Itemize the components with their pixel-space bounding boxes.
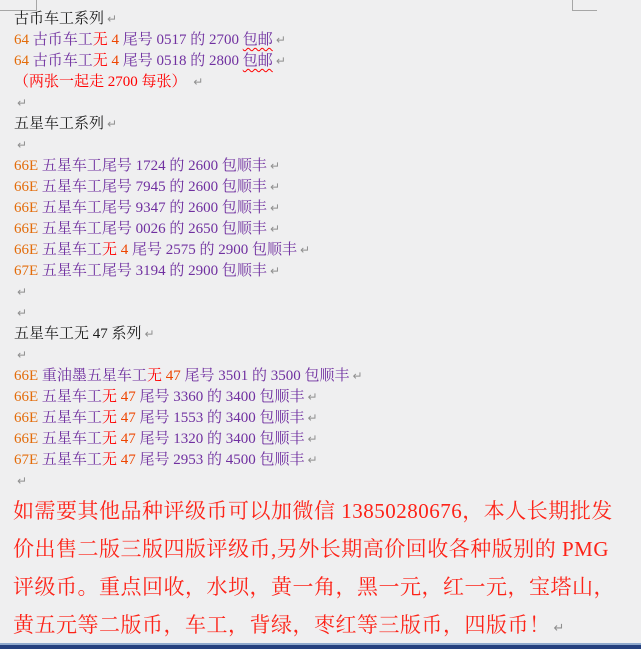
text-segment: 无 bbox=[146, 368, 166, 384]
pilcrow-mark: ↵ bbox=[193, 75, 204, 89]
text-segment: 古币车工系列 bbox=[14, 11, 105, 27]
text-segment: 五星车工 bbox=[41, 242, 102, 258]
window-bottom-edge bbox=[0, 643, 641, 649]
text-segment: 66E bbox=[14, 242, 42, 258]
text-segment: 无 bbox=[101, 431, 121, 447]
text-segment: （两张一起走 2700 每张） bbox=[14, 74, 191, 90]
pilcrow-mark: ↵ bbox=[269, 222, 280, 236]
pilcrow-mark: ↵ bbox=[17, 285, 28, 299]
promo-line: 如需要其他品种评级币可以加微信 13850280676，本人长期批发 bbox=[13, 499, 613, 523]
text-segment: 47 bbox=[120, 410, 140, 426]
listing-line bbox=[14, 72, 641, 93]
blank-line bbox=[14, 135, 641, 156]
pilcrow-mark: ↵ bbox=[299, 243, 311, 257]
pilcrow-mark: ↵ bbox=[17, 474, 28, 488]
pilcrow-mark: ↵ bbox=[307, 453, 318, 467]
text-segment: 五星车工尾号 3194 的 2900 包顺丰 bbox=[41, 263, 267, 279]
pilcrow-mark: ↵ bbox=[107, 12, 118, 26]
listing-line bbox=[14, 240, 641, 261]
blank-line bbox=[14, 93, 641, 114]
promo-line: 评级币。重点回收，水坝，黄一角，黑一元，红一元，宝塔山， bbox=[13, 575, 615, 599]
text-segment: 4 bbox=[111, 53, 123, 69]
listing-line bbox=[14, 387, 641, 408]
pilcrow-mark: ↵ bbox=[275, 33, 286, 47]
listing-line bbox=[14, 261, 641, 282]
pilcrow-mark: ↵ bbox=[17, 348, 28, 362]
pilcrow-mark: ↵ bbox=[275, 54, 286, 68]
text-segment: 尾号 1320 的 3400 包顺丰 bbox=[139, 431, 305, 447]
text-segment: 古币车工 bbox=[32, 32, 93, 48]
pilcrow-mark: ↵ bbox=[352, 369, 363, 383]
text-segment: 尾号 3360 的 3400 包顺丰 bbox=[139, 389, 305, 405]
text-segment: 无 bbox=[101, 452, 121, 468]
pilcrow-mark: ↵ bbox=[17, 138, 28, 152]
listing-line bbox=[14, 366, 641, 387]
text-segment: 包邮 bbox=[242, 32, 273, 48]
text-segment: 66E bbox=[14, 221, 42, 237]
text-segment: 五星车工尾号 0026 的 2650 包顺丰 bbox=[41, 221, 267, 237]
text-segment: 无 bbox=[92, 53, 112, 69]
text-segment: 47 bbox=[120, 431, 140, 447]
text-segment: 66E bbox=[14, 158, 42, 174]
listing-line bbox=[14, 156, 641, 177]
heading-line bbox=[14, 114, 641, 135]
text-segment: 古币车工 bbox=[32, 53, 93, 69]
window-bottom-edge-border bbox=[0, 645, 641, 649]
listing-line bbox=[14, 429, 641, 450]
text-segment: 五星车工 bbox=[41, 431, 102, 447]
pilcrow-mark: ↵ bbox=[144, 327, 155, 341]
text-segment: 五星车工 bbox=[41, 389, 102, 405]
text-segment: 五星车工尾号 1724 的 2600 包顺丰 bbox=[41, 158, 267, 174]
heading-line bbox=[14, 324, 641, 345]
text-segment: 66E bbox=[14, 410, 42, 426]
text-segment: 66E bbox=[14, 368, 42, 384]
text-segment: 尾号 0518 的 2800 bbox=[122, 53, 243, 69]
pilcrow-mark: ↵ bbox=[269, 159, 280, 173]
text-segment: 47 bbox=[165, 368, 185, 384]
text-segment: 66E bbox=[14, 431, 42, 447]
text-segment: 重油墨五星车工 bbox=[41, 368, 147, 384]
text-segment: 66E bbox=[14, 389, 42, 405]
text-segment: 4 bbox=[111, 32, 123, 48]
text-segment: 五星车工尾号 9347 的 2600 包顺丰 bbox=[41, 200, 267, 216]
pilcrow-mark: ↵ bbox=[307, 432, 318, 446]
blank-line bbox=[14, 303, 641, 324]
text-segment: 64 bbox=[14, 53, 33, 69]
text-segment: 五星车工系列 bbox=[14, 116, 105, 132]
pilcrow-mark: ↵ bbox=[307, 411, 318, 425]
blank-line bbox=[14, 282, 641, 303]
text-segment: 无 bbox=[101, 389, 121, 405]
pilcrow-mark: ↵ bbox=[269, 264, 280, 278]
text-segment: 五星车工 bbox=[41, 410, 102, 426]
text-segment: 67E bbox=[14, 452, 42, 468]
text-segment: 66E bbox=[14, 179, 42, 195]
blank-line bbox=[14, 345, 641, 366]
text-segment: 47 bbox=[120, 389, 140, 405]
text-segment: 无 bbox=[101, 242, 121, 258]
pilcrow-mark: ↵ bbox=[307, 390, 318, 404]
heading-line bbox=[14, 9, 641, 30]
text-segment: 尾号 0517 的 2700 bbox=[122, 32, 243, 48]
pilcrow-mark: ↵ bbox=[553, 621, 565, 636]
text-segment: 无 bbox=[92, 32, 112, 48]
text-segment: 66E bbox=[14, 200, 42, 216]
text-segment: 尾号 3501 的 3500 包顺丰 bbox=[184, 368, 350, 384]
text-segment: 67E bbox=[14, 263, 42, 279]
listing-line bbox=[14, 408, 641, 429]
pilcrow-mark: ↵ bbox=[17, 96, 28, 110]
text-segment: 47 bbox=[120, 452, 140, 468]
listing-line bbox=[14, 30, 641, 51]
listing-line bbox=[14, 198, 641, 219]
text-segment: 尾号 2953 的 4500 包顺丰 bbox=[139, 452, 305, 468]
text-segment: 无 bbox=[101, 410, 121, 426]
promo-line: 黄五元等二版币，车工，背绿，枣红等三版币，四版币！ ↵ bbox=[13, 613, 565, 637]
pilcrow-mark: ↵ bbox=[269, 180, 280, 194]
listing-line bbox=[14, 219, 641, 240]
listing-line bbox=[14, 177, 641, 198]
text-segment: 五星车工尾号 7945 的 2600 包顺丰 bbox=[41, 179, 267, 195]
pilcrow-mark: ↵ bbox=[17, 306, 28, 320]
text-segment: 五星车工无 47 系列 bbox=[14, 326, 142, 342]
text-segment: 尾号 2575 的 2900 包顺丰 bbox=[131, 242, 297, 258]
blank-line bbox=[14, 471, 641, 492]
pilcrow-mark: ↵ bbox=[107, 117, 118, 131]
listing-line bbox=[14, 450, 641, 471]
promo-line: 价出售二版三版四版评级币,另外长期高价回收各种版别的 PMG bbox=[13, 537, 610, 561]
text-segment: 64 bbox=[14, 32, 33, 48]
promo-paragraph bbox=[13, 492, 637, 648]
text-segment: 包邮 bbox=[242, 53, 273, 69]
text-segment: 尾号 1553 的 3400 包顺丰 bbox=[139, 410, 305, 426]
text-segment: 五星车工 bbox=[41, 452, 102, 468]
document-lines bbox=[14, 9, 641, 492]
text-segment: 4 bbox=[120, 242, 132, 258]
listing-line bbox=[14, 51, 641, 72]
pilcrow-mark: ↵ bbox=[269, 201, 280, 215]
